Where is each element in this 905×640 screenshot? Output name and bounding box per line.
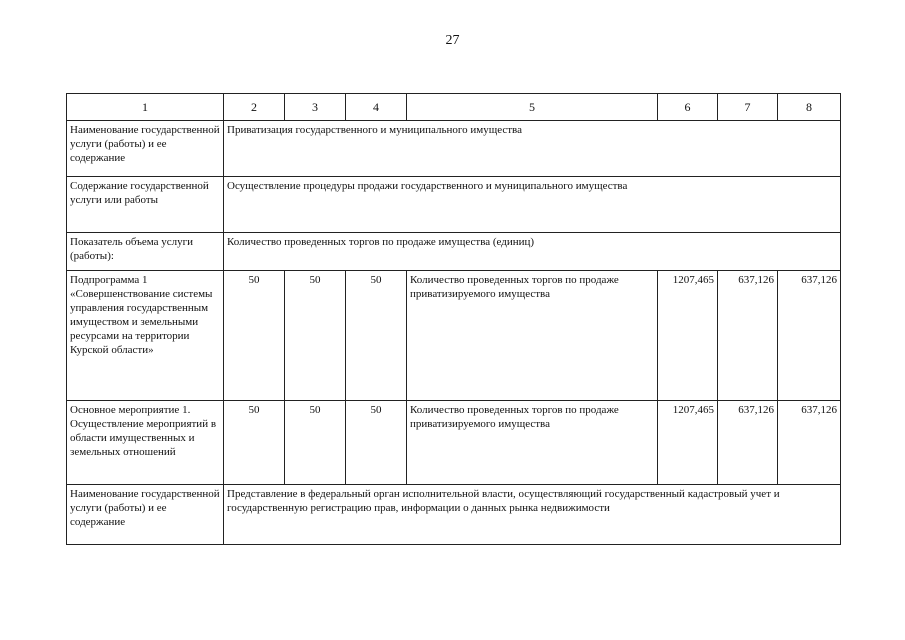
cell-value: 50 xyxy=(346,271,407,401)
column-number: 3 xyxy=(285,94,346,121)
cell-value: 50 xyxy=(224,401,285,485)
column-number: 2 xyxy=(224,94,285,121)
row-content: Приватизация государственного и муниципального имущества xyxy=(224,121,841,177)
cell-value: 637,126 xyxy=(778,271,841,401)
column-number: 6 xyxy=(658,94,718,121)
table-row xyxy=(67,401,841,485)
cell-value: 50 xyxy=(346,401,407,485)
row-label: Основное мероприятие 1. Осуществление мероприятий в области имущественных и земельных отношений xyxy=(67,401,224,485)
cell-value: 50 xyxy=(285,271,346,401)
table-row xyxy=(67,177,841,233)
table-row xyxy=(67,121,841,177)
cell-value: 1207,465 xyxy=(658,271,718,401)
table-row xyxy=(67,271,841,401)
column-number: 1 xyxy=(67,94,224,121)
cell-value: 50 xyxy=(224,271,285,401)
cell-text: Количество проведенных торгов по продаже приватизируемого имущества xyxy=(407,271,658,401)
column-number-row xyxy=(67,94,841,121)
cell-text: Количество проведенных торгов по продаже приватизируемого имущества xyxy=(407,401,658,485)
column-number: 7 xyxy=(718,94,778,121)
cell-value: 637,126 xyxy=(718,271,778,401)
column-number: 5 xyxy=(407,94,658,121)
table-row xyxy=(67,485,841,545)
cell-value: 637,126 xyxy=(718,401,778,485)
cell-value: 50 xyxy=(285,401,346,485)
column-number: 8 xyxy=(778,94,841,121)
row-label: Содержание государственной услуги или работы xyxy=(67,177,224,233)
row-content: Количество проведенных торгов по продаже имущества (единиц) xyxy=(224,233,841,271)
row-label: Наименование государственной услуги (работы) и ее содержание xyxy=(67,121,224,177)
row-label: Наименование государственной услуги (работы) и ее содержание xyxy=(67,485,224,545)
cell-value: 1207,465 xyxy=(658,401,718,485)
table-row xyxy=(67,233,841,271)
service-table xyxy=(66,93,841,545)
cell-value: 637,126 xyxy=(778,401,841,485)
column-number: 4 xyxy=(346,94,407,121)
page-number: 27 xyxy=(445,33,460,48)
row-label: Подпрограмма 1 «Совершенствование системы управления государственным имуществом и земельными ресурсами на территории Курской области» xyxy=(67,271,224,401)
row-content: Представление в федеральный орган исполнительной власти, осуществляющий государственный кадастровый учет и государственную регистрацию прав, информации о данных рынка недвижимости xyxy=(224,485,841,545)
row-label: Показатель объема услуги (работы): xyxy=(67,233,224,271)
row-content: Осуществление процедуры продажи государственного и муниципального имущества xyxy=(224,177,841,233)
